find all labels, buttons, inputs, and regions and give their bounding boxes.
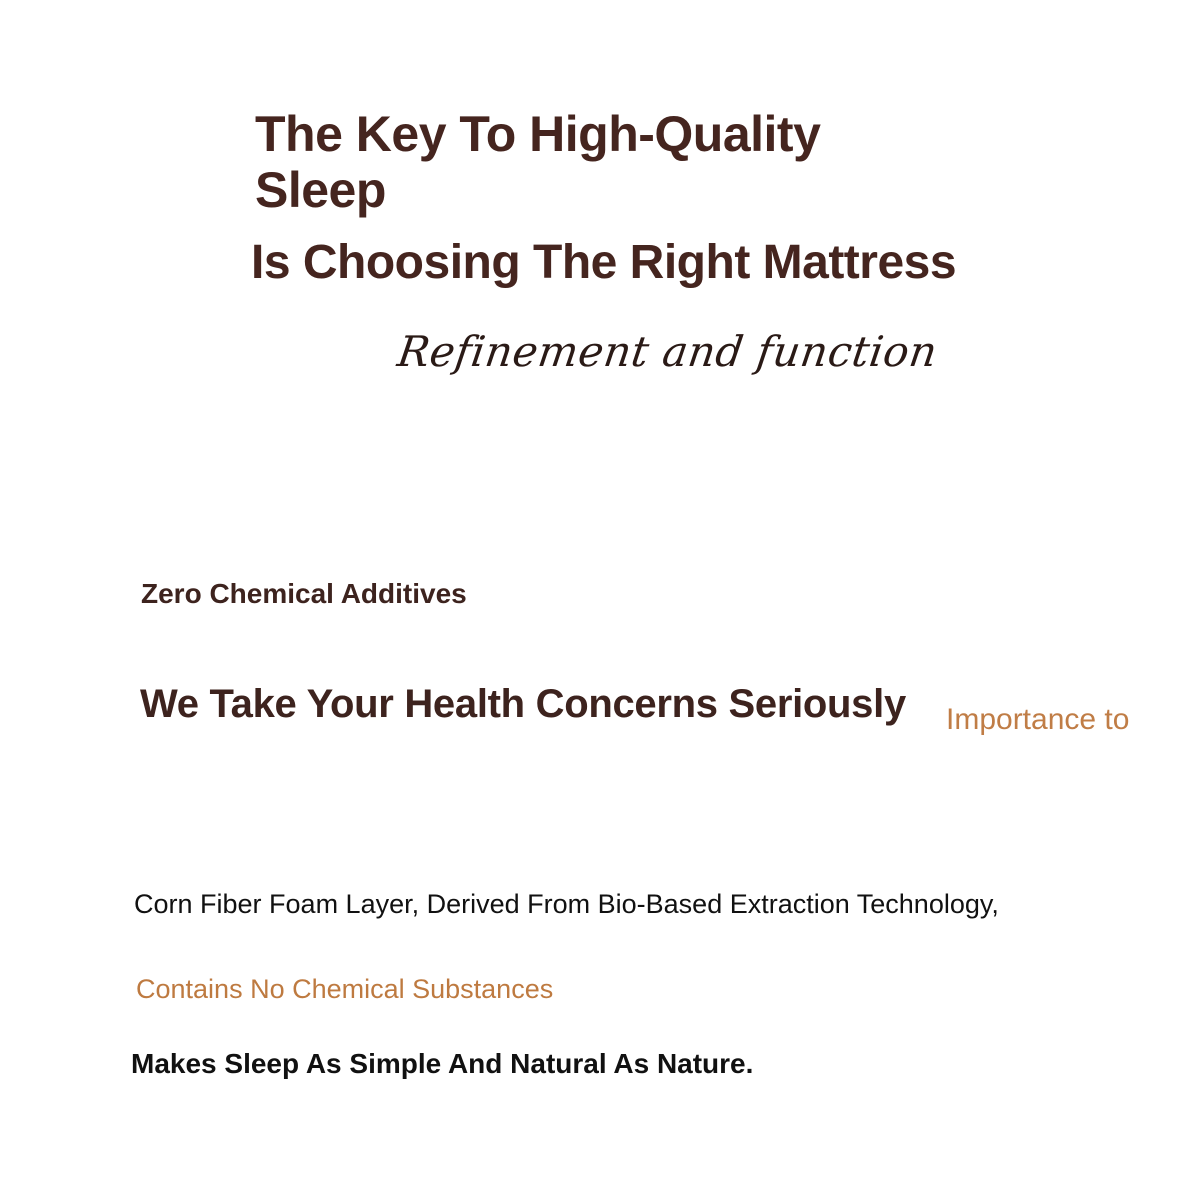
feature-side-note: Importance to: [946, 703, 1130, 736]
feature-label: Zero Chemical Additives: [141, 578, 467, 609]
body-line-natural: Makes Sleep As Simple And Natural As Nature.: [131, 1048, 754, 1079]
hero-title-line-3: Is Choosing The Right Mattress: [251, 236, 957, 289]
hero-title-line-2: Sleep: [255, 162, 386, 218]
script-tagline: Refinement and function: [394, 327, 941, 376]
hero-title-line-1: The Key To High-Quality: [255, 106, 821, 162]
feature-headline: We Take Your Health Concerns Seriously: [140, 682, 906, 726]
body-highlight: Contains No Chemical Substances: [136, 974, 554, 1004]
body-line-corn-fiber: Corn Fiber Foam Layer, Derived From Bio-Based Extraction Technology,: [134, 889, 999, 919]
